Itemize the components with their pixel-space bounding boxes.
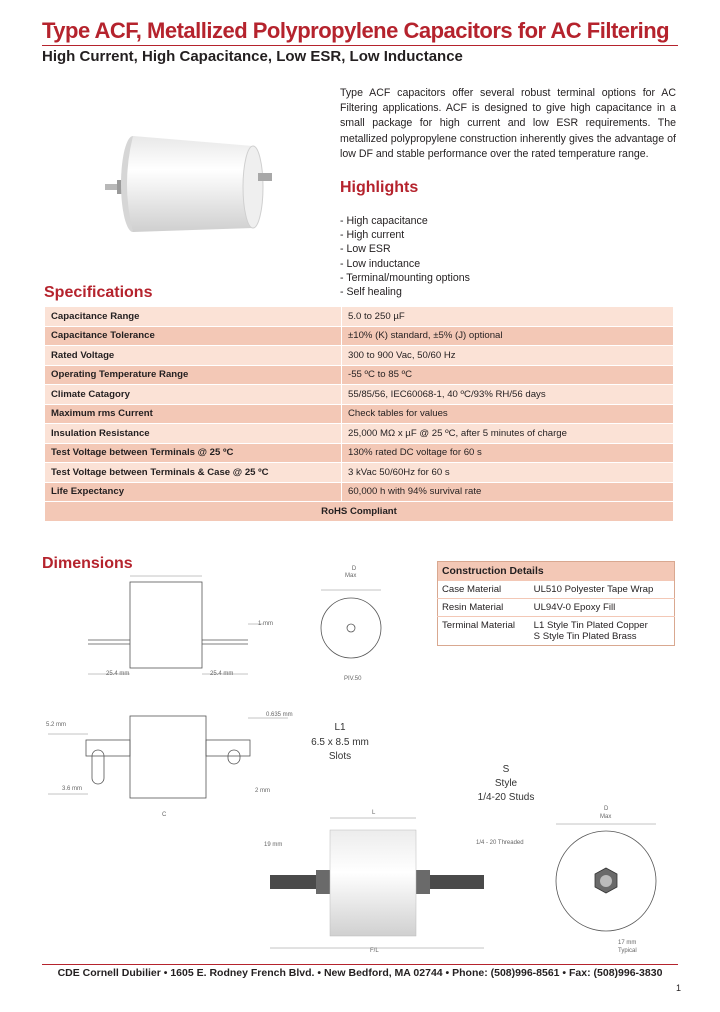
s-style-drawing (270, 812, 500, 962)
footer-divider (42, 964, 678, 965)
l1-style-drawing (48, 712, 308, 822)
construction-heading: Construction Details (438, 562, 675, 582)
spec-label: Climate Catagory (45, 385, 342, 405)
page-subtitle: High Current, High Capacitance, Low ESR, Low Inductance (42, 48, 463, 65)
list-item: - Terminal/mounting options (340, 271, 470, 284)
specifications-heading: Specifications (44, 284, 153, 301)
list-item: - High capacitance (340, 215, 428, 227)
spec-label: Capacitance Range (45, 307, 342, 327)
table-row (45, 385, 674, 405)
rohs-badge: RoHS Compliant (45, 502, 674, 522)
spec-label: Rated Voltage (45, 346, 342, 366)
construction-table (437, 561, 675, 646)
table-row (45, 404, 674, 424)
dim-l-label: L (372, 810, 376, 816)
dim-d-label: D (351, 566, 357, 572)
l1-slot-size: 6.5 x 8.5 mm (311, 737, 369, 748)
dim-fl-label: F/L (370, 948, 379, 954)
table-row (45, 424, 674, 444)
title-divider (42, 45, 678, 46)
table-row (45, 482, 674, 502)
spec-label: Test Voltage between Terminals & Case @ 25 ºC (45, 463, 342, 483)
table-row (45, 346, 674, 366)
spec-value: -55 ºC to 85 ºC (342, 365, 674, 385)
s-style: Style (494, 778, 518, 789)
dim-label: 17 mm (618, 940, 637, 946)
spec-value: Check tables for values (342, 404, 674, 424)
dim-label: 1 mm (258, 621, 273, 627)
spec-value: 25,000 MΩ x µF @ 25 ºC, after 5 minutes of charge (342, 424, 674, 444)
page-number: 1 (676, 983, 682, 993)
dim-max-label: Max (345, 573, 357, 579)
spec-value: 3 kVac 50/60Hz for 60 s (342, 463, 674, 483)
s-end-view-drawing (554, 826, 664, 936)
dim-label: 25.4 mm (210, 671, 234, 677)
construction-label: Terminal Material (438, 617, 530, 646)
table-row (438, 599, 675, 617)
construction-value: UL510 Polyester Tape Wrap (530, 581, 675, 599)
construction-label: Resin Material (438, 599, 530, 617)
spec-label: Insulation Resistance (45, 424, 342, 444)
spec-value: 60,000 h with 94% survival rate (342, 482, 674, 502)
spec-label: Capacitance Tolerance (45, 326, 342, 346)
table-row (438, 617, 675, 646)
list-item: - Self healing (340, 286, 402, 299)
spec-label: Life Expectancy (45, 482, 342, 502)
list-item: - High current (340, 229, 405, 242)
list-item: - Low ESR (340, 243, 391, 256)
construction-value: L1 Style Tin Plated Copper (533, 620, 648, 631)
construction-label: Case Material (438, 581, 530, 599)
table-row (45, 326, 674, 346)
dim-label: C (162, 812, 167, 818)
table-row (45, 463, 674, 483)
table-row (45, 502, 674, 522)
spec-value: ±10% (K) standard, ±5% (J) optional (342, 326, 674, 346)
dim-label: 5.2 mm (46, 722, 67, 728)
s-studs: 1/4-20 Studs (477, 792, 535, 803)
end-view-drawing (316, 582, 386, 672)
spec-value: 130% rated DC voltage for 60 s (342, 443, 674, 463)
dim-label: 3.6 mm (62, 786, 83, 792)
dim-label: 19 mm (264, 842, 283, 848)
dim-max-label: Max (600, 814, 612, 820)
dim-d-label: D (604, 806, 609, 812)
intro-paragraph: Type ACF capacitors offer several robust terminal options for AC Filtering applications. ACF is designed to give high capacitance in a small package for high current and low ESR requirements. The metallized polypropylene construction inherently gives the advantage of low DF and stable performance over the rated temperature range. (340, 87, 676, 160)
spec-label: Test Voltage between Terminals @ 25 ºC (45, 443, 342, 463)
dim-label: 1/4 - 20 Threaded (476, 840, 524, 846)
specifications-table (44, 306, 674, 522)
spec-value: 300 to 900 Vac, 50/60 Hz (342, 346, 674, 366)
table-row (45, 365, 674, 385)
dim-label: Typical (618, 948, 637, 954)
dim-label: 0.635 mm (266, 712, 293, 718)
spec-value: 55/85/56, IEC60068-1, 40 ºC/93% RH/56 days (342, 385, 674, 405)
l1-slots: Slots (328, 751, 352, 762)
spec-label: Operating Temperature Range (45, 365, 342, 385)
capacitor-photo (100, 132, 290, 242)
table-row (45, 307, 674, 327)
footer-contact: CDE Cornell Dubilier • 1605 E. Rodney French Blvd. • New Bedford, MA 02744 • Phone: (508)996-8561 • Fax: (508)996-3830 (57, 967, 663, 979)
dim-label: 25.4 mm (106, 671, 130, 677)
highlights-list (340, 214, 470, 299)
spec-label: Maximum rms Current (45, 404, 342, 424)
dimensions-heading: Dimensions (42, 555, 133, 572)
spec-value: 5.0 to 250 µF (342, 307, 674, 327)
side-view-drawing (88, 574, 288, 684)
s-label: S (502, 764, 510, 775)
dim-label: 2 mm (255, 788, 270, 794)
list-item: - Low inductance (340, 257, 421, 270)
construction-value: S Style Tin Plated Brass (533, 631, 637, 642)
l1-label: L1 (334, 722, 346, 733)
table-row (45, 443, 674, 463)
dim-label: PIV.50 (344, 676, 362, 682)
table-row (438, 581, 675, 599)
construction-value: UL94V-0 Epoxy Fill (530, 599, 675, 617)
highlights-heading: Highlights (340, 179, 419, 196)
page-title: Type ACF, Metallized Polypropylene Capacitors for AC Filtering (42, 18, 670, 43)
